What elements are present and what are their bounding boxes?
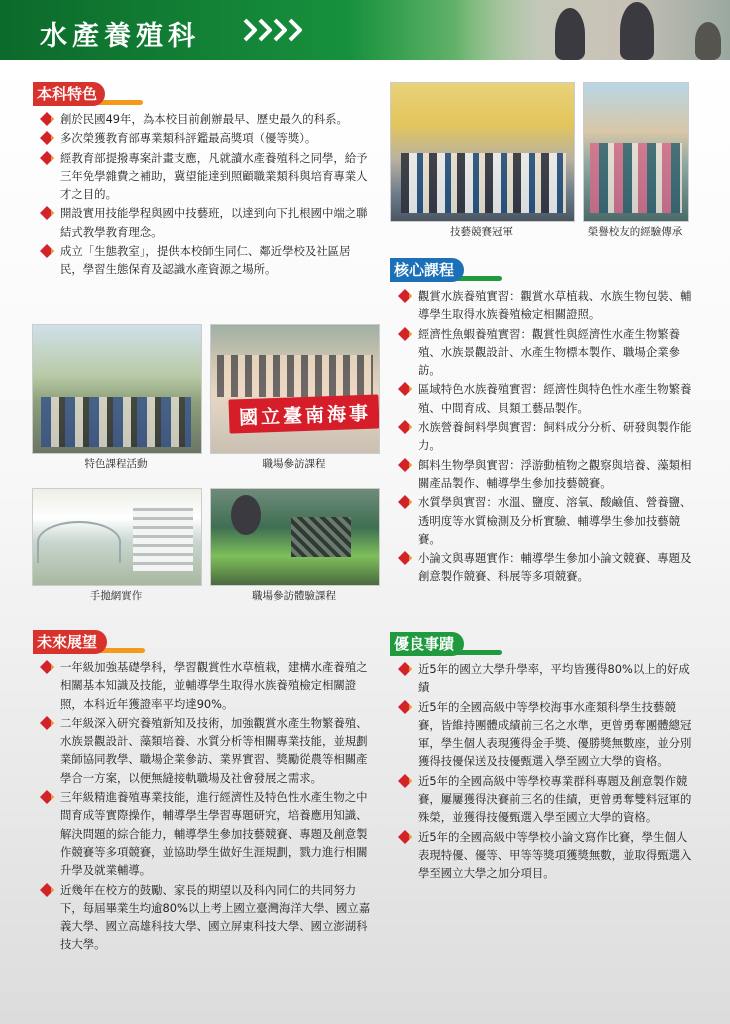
caption-competition: 技藝競賽冠軍 bbox=[450, 226, 513, 238]
diamond-bullet-icon bbox=[398, 382, 414, 396]
core-list bbox=[398, 287, 694, 587]
diamond-bullet-icon bbox=[398, 289, 414, 303]
list-item: 區域特色水族養殖實習：經濟性與特色性水產生物繁養殖、中間育成、貝類工藝品製作。 bbox=[398, 380, 694, 417]
caption-workplace-visit: 職場參訪課程 bbox=[262, 458, 326, 470]
future-tag: 未來展望 bbox=[33, 630, 145, 654]
photo-workplace-test bbox=[210, 488, 380, 586]
photo-net-making bbox=[32, 488, 202, 586]
diamond-bullet-icon bbox=[40, 131, 56, 145]
diamond-bullet-icon bbox=[398, 551, 414, 565]
diamond-bullet-icon bbox=[398, 458, 414, 472]
diamond-bullet-icon bbox=[40, 883, 56, 897]
page-title: 水產養殖科 bbox=[40, 21, 200, 52]
features-list bbox=[40, 110, 370, 280]
diamond-bullet-icon bbox=[398, 327, 414, 341]
future-list bbox=[40, 658, 378, 955]
list-item: 小論文與專題實作：輔導學生參加小論文競賽、專題及創意製作競賽、科展等多項競賽。 bbox=[398, 549, 694, 586]
diamond-bullet-icon bbox=[40, 206, 56, 220]
caption-workplace-test: 職場參訪體驗課程 bbox=[252, 590, 336, 602]
header-photo bbox=[455, 0, 730, 60]
achievements-tag: 優良事蹟 bbox=[390, 632, 502, 656]
list-item: 近5年的全國高級中等學校小論文寫作比賽，學生個人表現特優、優等、甲等等獎項獲獎無數，並取得甄選入學至國立大學之加分項目。 bbox=[398, 828, 694, 883]
photo-alumni bbox=[583, 82, 689, 222]
diamond-bullet-icon bbox=[398, 495, 414, 509]
banner: 國立臺南海事 bbox=[228, 394, 379, 433]
core-tag: 核心課程 bbox=[390, 258, 502, 282]
achievements-list bbox=[398, 660, 694, 884]
photo-activity bbox=[32, 324, 202, 454]
list-item: 近幾年在校方的鼓勵、家長的期望以及科內同仁的共同努力下，每屆畢業生均逾80%以上考上國立臺灣海洋大學、國立嘉義大學、國立高雄科技大學、國立屏東科技大學、國立澎湖科技大學。 bbox=[40, 881, 378, 954]
list-item: 餌料生物學與實習：浮游動植物之觀察與培養、藻類相關產品製作、輔導學生參加技藝競賽。 bbox=[398, 456, 694, 493]
list-item: 二年級深入研究養殖新知及技術，加強觀賞水產生物繁養殖、水族景觀設計、藻類培養、水質分析等相關專業技能，並規劃業師協同教學、職場企業參訪、業界實習、獎勵從農等相關產學合一方案，以便無縫接軌職場及社會發展之需求。 bbox=[40, 714, 378, 787]
photo-competition-champion bbox=[390, 82, 575, 222]
diamond-bullet-icon bbox=[398, 774, 414, 788]
list-item: 近5年的全國高級中等學校專業群科專題及創意製作競賽，屢屢獲得決賽前三名的佳績，更曾勇奪雙料冠軍的殊榮，並獲得技優甄選入學至國立大學的資格。 bbox=[398, 772, 694, 827]
caption-alumni: 榮譽校友的經驗傳承 bbox=[587, 226, 683, 238]
list-item: 近5年的國立大學升學率，平均皆獲得80%以上的好成績 bbox=[398, 660, 694, 697]
list-item: 三年級精進養殖專業技能，進行經濟性及特色性水產生物之中間育成等實際操作，輔導學生學習專題研究，培養應用知識、解決問題的綜合能力，輔導學生參加技藝競賽、專題及創意製作競賽等多項競賽，並協助學生做好生涯規劃，戮力進行相關升學及就業輔導。 bbox=[40, 788, 378, 879]
diamond-bullet-icon bbox=[40, 244, 56, 258]
list-item: 水族營養飼料學與實習：飼料成分分析、研發與製作能力。 bbox=[398, 418, 694, 455]
diamond-bullet-icon bbox=[398, 830, 414, 844]
list-item: 多次榮獲教育部專業類科評鑑最高獎項（優等獎）。 bbox=[40, 129, 370, 147]
list-item: 一年級加強基礎學科，學習觀賞性水草植栽，建構水產養殖之相關基本知識及技能，並輔導學生取得水族養殖檢定相關證照，本科近年獲證率平均達90%。 bbox=[40, 658, 378, 713]
photo-workplace-visit bbox=[210, 324, 380, 454]
diamond-bullet-icon bbox=[40, 151, 56, 165]
caption-net-making: 手拋網實作 bbox=[89, 590, 143, 602]
list-item: 開設實用技能學程與國中技藝班，以達到向下扎根國中端之聯結式教學教育理念。 bbox=[40, 204, 370, 241]
diamond-bullet-icon bbox=[40, 790, 56, 804]
list-item: 成立「生態教室」，提供本校師生同仁、鄰近學校及社區居民，學習生態保育及認識水產資源之場所。 bbox=[40, 242, 370, 279]
list-item: 經濟性魚蝦養殖實習：觀賞性與經濟性水產生物繁養殖、水族景觀設計、水產生物標本製作、職場企業參訪。 bbox=[398, 325, 694, 380]
diamond-bullet-icon bbox=[40, 716, 56, 730]
list-item: 經教育部提撥專案計畫支應，凡就讀水產養殖科之同學，給予三年免學雜費之補助，冀望能達到照顧職業類科與培育專業人才之目的。 bbox=[40, 149, 370, 204]
diamond-bullet-icon bbox=[398, 700, 414, 714]
chevrons-right-icon bbox=[243, 18, 309, 42]
list-item: 觀賞水族養殖實習：觀賞水草植栽、水族生物包裝、輔導學生取得水族養殖檢定相關證照。 bbox=[398, 287, 694, 324]
list-item: 水質學與實習：水溫、鹽度、溶氧、酸鹼值、營養鹽、透明度等水質檢測及分析實驗、輔導學生參加技藝競賽。 bbox=[398, 493, 694, 548]
header-banner bbox=[0, 0, 730, 60]
features-tag: 本科特色 bbox=[33, 82, 143, 106]
caption-activity: 特色課程活動 bbox=[84, 458, 148, 470]
diamond-bullet-icon bbox=[398, 420, 414, 434]
list-item: 創於民國49年，為本校目前創辦最早、歷史最久的科系。 bbox=[40, 110, 370, 128]
diamond-bullet-icon bbox=[398, 662, 414, 676]
diamond-bullet-icon bbox=[40, 660, 56, 674]
diamond-bullet-icon bbox=[40, 112, 56, 126]
list-item: 近5年的全國高級中等學校海事水產類科學生技藝競賽，皆維持團體成績前三名之水準，更曾勇奪團體總冠軍，學生個人表現獲得金手獎、優勝獎無數座，並分別獲得技優保送及技優甄選入學至國立大學的資格。 bbox=[398, 698, 694, 771]
